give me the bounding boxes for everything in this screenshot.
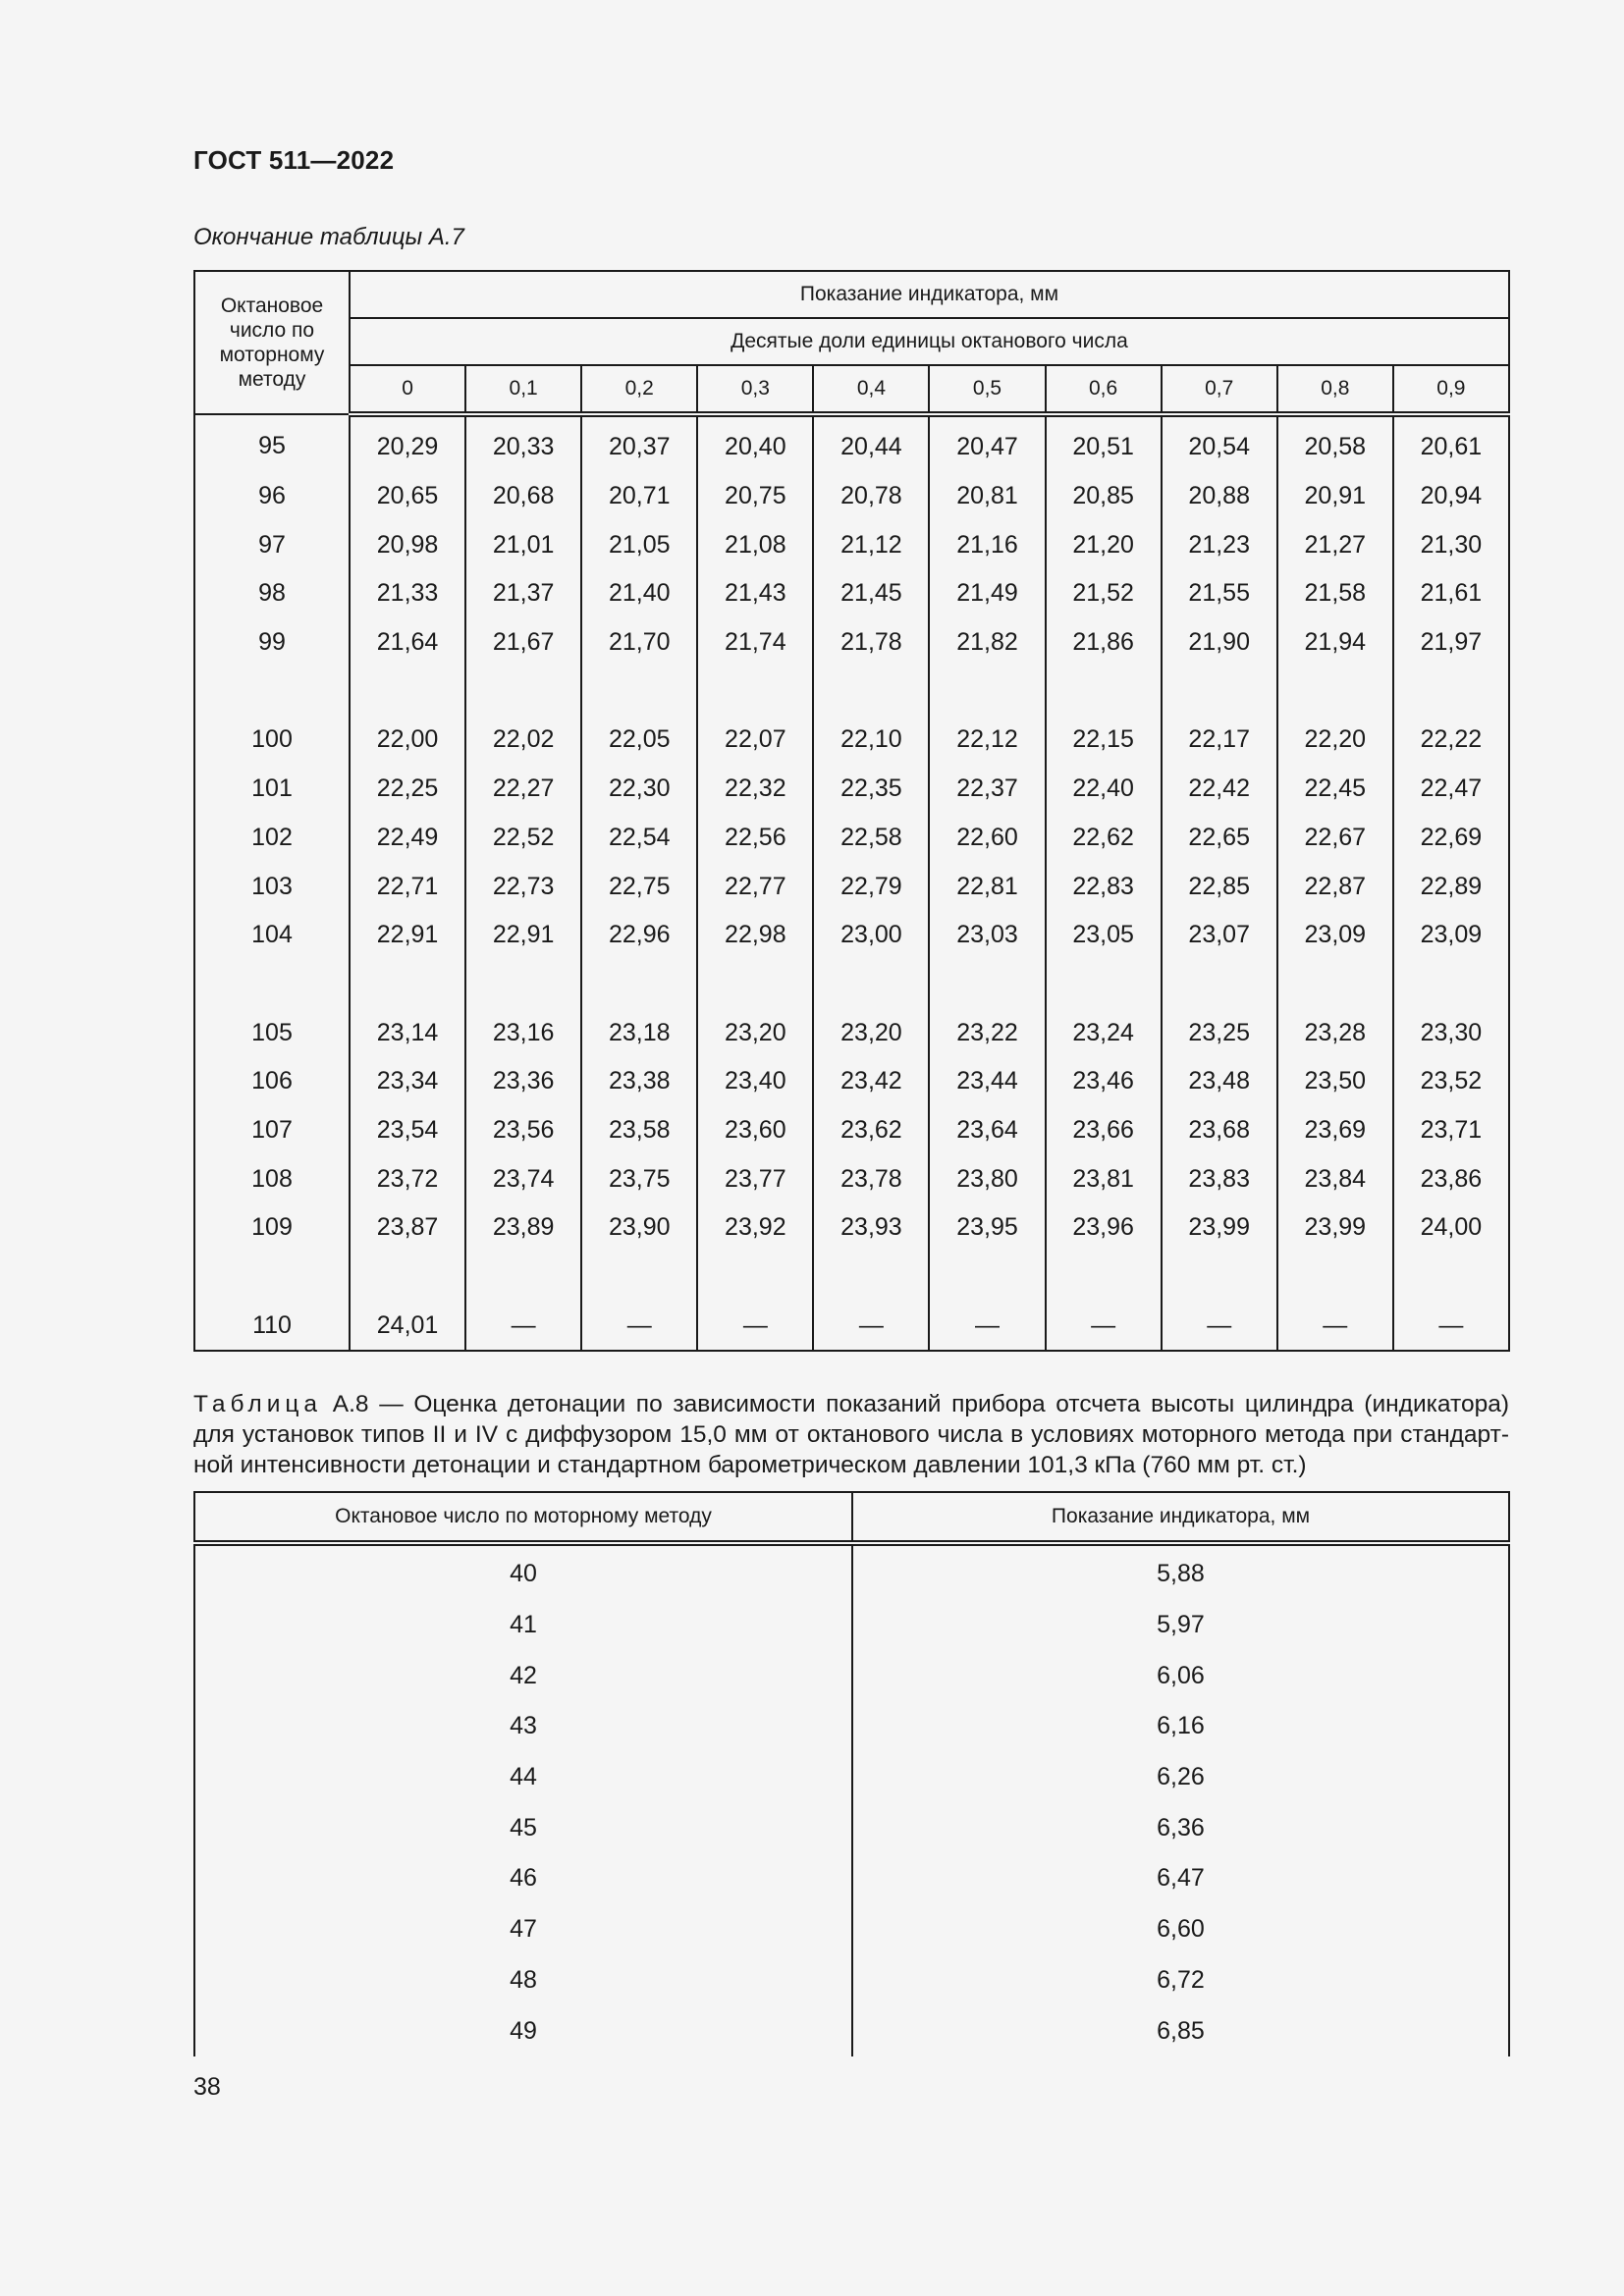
indicator-value-cell: 23,22	[929, 1008, 1045, 1057]
octane-cell: 97	[194, 520, 350, 569]
tenth-column-header: 0,5	[929, 365, 1045, 414]
group-spacer	[194, 960, 1509, 1009]
indicator-value-cell: 21,05	[581, 520, 697, 569]
indicator-value-cell: 20,44	[813, 414, 929, 472]
spacer-cell	[697, 960, 813, 1009]
indicator-value-cell: 20,47	[929, 414, 1045, 472]
indicator-value-cell: 23,84	[1277, 1154, 1393, 1203]
indicator-value-cell: 23,36	[465, 1057, 581, 1106]
indicator-value-cell: 23,28	[1277, 1008, 1393, 1057]
table-row	[194, 1154, 1509, 1203]
indicator-value-cell: 22,56	[697, 814, 813, 863]
spacer-cell	[581, 667, 697, 716]
table-row	[194, 716, 1509, 765]
page-number: 38	[193, 2073, 221, 2101]
indicator-value-cell: 20,51	[1046, 414, 1162, 472]
octane-cell: 47	[194, 1904, 852, 1955]
spacer-cell	[350, 1253, 465, 1302]
indicator-value-cell: —	[929, 1301, 1045, 1351]
indicator-value-cell: 21,20	[1046, 520, 1162, 569]
indicator-value-cell: 23,09	[1277, 911, 1393, 960]
indicator-value-cell: —	[1162, 1301, 1277, 1351]
table-row	[194, 1650, 1509, 1701]
indicator-value-cell: 20,91	[1277, 472, 1393, 521]
table-a7	[193, 270, 1510, 1352]
indicator-value-cell: 20,94	[1393, 472, 1509, 521]
table-row	[194, 1701, 1509, 1752]
spacer-cell	[1162, 667, 1277, 716]
indicator-value-cell: 23,80	[929, 1154, 1045, 1203]
table-a8-caption	[193, 1389, 1509, 1480]
indicator-value-cell: 23,96	[1046, 1203, 1162, 1253]
spacer-cell	[465, 667, 581, 716]
indicator-value-cell: 21,97	[1393, 618, 1509, 667]
indicator-value-cell: 21,45	[813, 569, 929, 618]
table-row	[194, 520, 1509, 569]
spacer-cell	[697, 1253, 813, 1302]
table-row	[194, 1106, 1509, 1155]
indicator-value-cell: 21,90	[1162, 618, 1277, 667]
spacer-cell	[813, 960, 929, 1009]
table-row	[194, 911, 1509, 960]
group-spacer	[194, 667, 1509, 716]
tenth-column-header: 0	[350, 365, 465, 414]
indicator-value-cell: 24,00	[1393, 1203, 1509, 1253]
indicator-value-cell: 21,94	[1277, 618, 1393, 667]
indicator-value-cell: 23,68	[1162, 1106, 1277, 1155]
indicator-value-cell: 23,52	[1393, 1057, 1509, 1106]
table-row	[194, 618, 1509, 667]
spacer-cell	[350, 960, 465, 1009]
indicator-value-cell: 20,29	[350, 414, 465, 472]
table-row	[194, 1600, 1509, 1651]
indicator-value-cell: 20,54	[1162, 414, 1277, 472]
octane-cell: 106	[194, 1057, 350, 1106]
octane-cell: 44	[194, 1752, 852, 1803]
table-row	[194, 1203, 1509, 1253]
indicator-value-cell: 21,61	[1393, 569, 1509, 618]
indicator-value-cell: 23,74	[465, 1154, 581, 1203]
octane-cell: 110	[194, 1301, 350, 1351]
indicator-value-cell: 22,67	[1277, 814, 1393, 863]
indicator-value-cell: 23,20	[697, 1008, 813, 1057]
indicator-value-cell: 22,71	[350, 862, 465, 911]
table-row	[194, 1752, 1509, 1803]
indicator-value-cell: 20,81	[929, 472, 1045, 521]
indicator-value-cell: 21,12	[813, 520, 929, 569]
indicator-value-cell: 22,05	[581, 716, 697, 765]
indicator-value-cell: —	[581, 1301, 697, 1351]
indicator-value-cell: 23,64	[929, 1106, 1045, 1155]
tenth-column-header: 0,9	[1393, 365, 1509, 414]
indicator-value-cell: 20,85	[1046, 472, 1162, 521]
indicator-value-cell: 22,81	[929, 862, 1045, 911]
indicator-value-cell: 23,77	[697, 1154, 813, 1203]
spacer-cell	[1162, 960, 1277, 1009]
spacer-cell	[929, 667, 1045, 716]
indicator-value-cell: 23,07	[1162, 911, 1277, 960]
indicator-value-cell: 23,81	[1046, 1154, 1162, 1203]
spacer-cell	[1277, 1253, 1393, 1302]
indicator-value-cell: 21,23	[1162, 520, 1277, 569]
spacer-cell	[194, 1253, 350, 1302]
indicator-value-cell: 21,37	[465, 569, 581, 618]
octane-cell: 100	[194, 716, 350, 765]
indicator-value-cell: 21,40	[581, 569, 697, 618]
indicator-value-cell: —	[813, 1301, 929, 1351]
indicator-value-cell: 22,30	[581, 765, 697, 814]
indicator-value-cell: 22,75	[581, 862, 697, 911]
indicator-value-cell: 23,16	[465, 1008, 581, 1057]
table-row	[194, 414, 1509, 472]
indicator-value-cell: 22,87	[1277, 862, 1393, 911]
indicator-value-cell: —	[1046, 1301, 1162, 1351]
indicator-value-cell: 22,96	[581, 911, 697, 960]
spacer-cell	[813, 667, 929, 716]
indicator-value-cell: 22,91	[350, 911, 465, 960]
spacer-cell	[194, 667, 350, 716]
indicator-value-cell: 20,78	[813, 472, 929, 521]
indicator-value-cell: 24,01	[350, 1301, 465, 1351]
octane-cell: 48	[194, 1955, 852, 2006]
indicator-value-cell: 22,58	[813, 814, 929, 863]
indicator-value-cell: 6,60	[852, 1904, 1509, 1955]
indicator-value-cell: 20,40	[697, 414, 813, 472]
indicator-value-cell: 20,33	[465, 414, 581, 472]
indicator-value-cell: —	[1393, 1301, 1509, 1351]
tenth-column-header: 0,2	[581, 365, 697, 414]
spacer-cell	[465, 960, 581, 1009]
indicator-value-cell: 23,71	[1393, 1106, 1509, 1155]
indicator-value-cell: 22,10	[813, 716, 929, 765]
indicator-value-cell: 20,88	[1162, 472, 1277, 521]
tenth-column-header: 0,1	[465, 365, 581, 414]
indicator-header: Показание индикатора, мм	[350, 271, 1509, 318]
indicator-value-cell: 23,83	[1162, 1154, 1277, 1203]
indicator-column-header: Показание индикатора, мм	[852, 1492, 1509, 1543]
indicator-value-cell: 5,88	[852, 1543, 1509, 1600]
indicator-value-cell: 22,02	[465, 716, 581, 765]
indicator-value-cell: 22,49	[350, 814, 465, 863]
spacer-cell	[350, 667, 465, 716]
indicator-value-cell: 23,03	[929, 911, 1045, 960]
indicator-value-cell: 23,09	[1393, 911, 1509, 960]
octane-cell: 45	[194, 1802, 852, 1853]
indicator-value-cell: 21,33	[350, 569, 465, 618]
indicator-value-cell: 21,30	[1393, 520, 1509, 569]
indicator-value-cell: 6,72	[852, 1955, 1509, 2006]
indicator-value-cell: 23,50	[1277, 1057, 1393, 1106]
indicator-value-cell: 22,73	[465, 862, 581, 911]
indicator-value-cell: 23,78	[813, 1154, 929, 1203]
table-row	[194, 1057, 1509, 1106]
tenth-column-header: 0,6	[1046, 365, 1162, 414]
indicator-value-cell: 23,75	[581, 1154, 697, 1203]
table-row	[194, 1904, 1509, 1955]
indicator-value-cell: 20,71	[581, 472, 697, 521]
table-row	[194, 814, 1509, 863]
tenth-column-header: 0,3	[697, 365, 813, 414]
indicator-value-cell: 21,64	[350, 618, 465, 667]
indicator-value-cell: 23,72	[350, 1154, 465, 1203]
indicator-value-cell: 23,18	[581, 1008, 697, 1057]
octane-cell: 105	[194, 1008, 350, 1057]
spacer-cell	[1162, 1253, 1277, 1302]
octane-column-header: Октановое число по моторному методу	[194, 1492, 852, 1543]
octane-cell: 40	[194, 1543, 852, 1600]
table-row	[194, 1543, 1509, 1600]
indicator-value-cell: 23,58	[581, 1106, 697, 1155]
indicator-value-cell: 22,20	[1277, 716, 1393, 765]
spacer-cell	[1393, 960, 1509, 1009]
indicator-value-cell: 23,46	[1046, 1057, 1162, 1106]
indicator-value-cell: 22,00	[350, 716, 465, 765]
table-row	[194, 569, 1509, 618]
spacer-cell	[1046, 667, 1162, 716]
spacer-cell	[1046, 960, 1162, 1009]
indicator-value-cell: 20,98	[350, 520, 465, 569]
indicator-value-cell: 20,68	[465, 472, 581, 521]
spacer-cell	[1393, 667, 1509, 716]
table-label: Таблица	[193, 1391, 323, 1417]
spacer-cell	[929, 960, 1045, 1009]
table-a7-caption: Окончание таблицы А.7	[193, 224, 464, 250]
octane-cell: 49	[194, 2005, 852, 2056]
indicator-value-cell: 23,05	[1046, 911, 1162, 960]
tenth-column-header: 0,8	[1277, 365, 1393, 414]
spacer-cell	[1277, 960, 1393, 1009]
octane-cell: 98	[194, 569, 350, 618]
indicator-value-cell: 22,17	[1162, 716, 1277, 765]
indicator-value-cell: 21,58	[1277, 569, 1393, 618]
indicator-value-cell: 23,92	[697, 1203, 813, 1253]
indicator-value-cell: 23,99	[1162, 1203, 1277, 1253]
indicator-value-cell: 22,98	[697, 911, 813, 960]
octane-cell: 96	[194, 472, 350, 521]
indicator-value-cell: 21,55	[1162, 569, 1277, 618]
indicator-value-cell: 23,95	[929, 1203, 1045, 1253]
spacer-cell	[813, 1253, 929, 1302]
table-row	[194, 2005, 1509, 2056]
indicator-value-cell: 22,83	[1046, 862, 1162, 911]
indicator-value-cell: 22,85	[1162, 862, 1277, 911]
tenths-header: Десятые доли единицы октанового числа	[350, 318, 1509, 365]
indicator-value-cell: 20,37	[581, 414, 697, 472]
table-row	[194, 1802, 1509, 1853]
octane-cell: 102	[194, 814, 350, 863]
octane-cell: 42	[194, 1650, 852, 1701]
group-spacer	[194, 1253, 1509, 1302]
indicator-value-cell: 23,40	[697, 1057, 813, 1106]
indicator-value-cell: 6,06	[852, 1650, 1509, 1701]
indicator-value-cell: 22,54	[581, 814, 697, 863]
indicator-value-cell: 22,37	[929, 765, 1045, 814]
indicator-value-cell: 6,47	[852, 1853, 1509, 1904]
table-row	[194, 1853, 1509, 1904]
indicator-value-cell: 23,56	[465, 1106, 581, 1155]
indicator-value-cell: 23,54	[350, 1106, 465, 1155]
spacer-cell	[581, 1253, 697, 1302]
indicator-value-cell: 6,26	[852, 1752, 1509, 1803]
octane-column-header: Октановое число по моторному методу	[194, 271, 350, 414]
octane-cell: 103	[194, 862, 350, 911]
spacer-cell	[1393, 1253, 1509, 1302]
indicator-value-cell: 22,60	[929, 814, 1045, 863]
indicator-value-cell: 22,07	[697, 716, 813, 765]
octane-cell: 95	[194, 414, 350, 472]
indicator-value-cell: 22,40	[1046, 765, 1162, 814]
indicator-value-cell: 22,79	[813, 862, 929, 911]
spacer-cell	[465, 1253, 581, 1302]
indicator-value-cell: 22,12	[929, 716, 1045, 765]
table-a8	[193, 1491, 1510, 2056]
indicator-value-cell: 23,38	[581, 1057, 697, 1106]
indicator-value-cell: 5,97	[852, 1600, 1509, 1651]
indicator-value-cell: 21,27	[1277, 520, 1393, 569]
indicator-value-cell: 21,67	[465, 618, 581, 667]
table-row	[194, 1008, 1509, 1057]
indicator-value-cell: 22,91	[465, 911, 581, 960]
indicator-value-cell: 23,89	[465, 1203, 581, 1253]
indicator-value-cell: 22,35	[813, 765, 929, 814]
indicator-value-cell: —	[465, 1301, 581, 1351]
indicator-value-cell: 23,14	[350, 1008, 465, 1057]
indicator-value-cell: 23,69	[1277, 1106, 1393, 1155]
indicator-value-cell: 22,27	[465, 765, 581, 814]
indicator-value-cell: 20,58	[1277, 414, 1393, 472]
indicator-value-cell: —	[1277, 1301, 1393, 1351]
spacer-cell	[194, 960, 350, 1009]
indicator-value-cell: 23,00	[813, 911, 929, 960]
indicator-value-cell: 22,77	[697, 862, 813, 911]
indicator-value-cell: 21,16	[929, 520, 1045, 569]
indicator-value-cell: 21,08	[697, 520, 813, 569]
octane-cell: 99	[194, 618, 350, 667]
indicator-value-cell: 22,32	[697, 765, 813, 814]
indicator-value-cell: 22,89	[1393, 862, 1509, 911]
indicator-value-cell: 6,16	[852, 1701, 1509, 1752]
indicator-value-cell: 6,36	[852, 1802, 1509, 1853]
indicator-value-cell: 23,20	[813, 1008, 929, 1057]
indicator-value-cell: 23,62	[813, 1106, 929, 1155]
octane-cell: 43	[194, 1701, 852, 1752]
octane-cell: 101	[194, 765, 350, 814]
indicator-value-cell: 23,86	[1393, 1154, 1509, 1203]
indicator-value-cell: 23,87	[350, 1203, 465, 1253]
indicator-value-cell: 23,42	[813, 1057, 929, 1106]
indicator-value-cell: 22,47	[1393, 765, 1509, 814]
indicator-value-cell: 23,66	[1046, 1106, 1162, 1155]
indicator-value-cell: 22,45	[1277, 765, 1393, 814]
table-row	[194, 765, 1509, 814]
indicator-value-cell: 6,85	[852, 2005, 1509, 2056]
indicator-value-cell: 21,78	[813, 618, 929, 667]
table-a8-caption-text: А.8 — Оценка детонации по зависимости показаний прибора отсчета высоты цилиндра (индикатора) для установок типов II и IV с диффузором 15,0 мм от октанового числа в условиях моторного метода при стандартной интенсивности детонации и стандартном барометрическом давлении 101,3 кПа (760 мм рт. ст.)	[193, 1391, 1509, 1478]
tenth-column-header: 0,4	[813, 365, 929, 414]
indicator-value-cell: 22,22	[1393, 716, 1509, 765]
indicator-value-cell: 22,42	[1162, 765, 1277, 814]
indicator-value-cell: 21,01	[465, 520, 581, 569]
indicator-value-cell: 23,90	[581, 1203, 697, 1253]
indicator-value-cell: 21,86	[1046, 618, 1162, 667]
indicator-value-cell: 22,62	[1046, 814, 1162, 863]
indicator-value-cell: 20,75	[697, 472, 813, 521]
table-row	[194, 472, 1509, 521]
octane-cell: 41	[194, 1600, 852, 1651]
indicator-value-cell: 21,74	[697, 618, 813, 667]
indicator-value-cell: 23,93	[813, 1203, 929, 1253]
indicator-value-cell: 23,30	[1393, 1008, 1509, 1057]
tenth-column-header: 0,7	[1162, 365, 1277, 414]
octane-cell: 107	[194, 1106, 350, 1155]
indicator-value-cell: —	[697, 1301, 813, 1351]
indicator-value-cell: 22,25	[350, 765, 465, 814]
octane-cell: 104	[194, 911, 350, 960]
indicator-value-cell: 23,34	[350, 1057, 465, 1106]
indicator-value-cell: 21,43	[697, 569, 813, 618]
indicator-value-cell: 22,52	[465, 814, 581, 863]
document-id: ГОСТ 511—2022	[193, 145, 395, 175]
indicator-value-cell: 23,24	[1046, 1008, 1162, 1057]
table-row	[194, 862, 1509, 911]
spacer-cell	[581, 960, 697, 1009]
indicator-value-cell: 20,61	[1393, 414, 1509, 472]
octane-cell: 108	[194, 1154, 350, 1203]
indicator-value-cell: 23,99	[1277, 1203, 1393, 1253]
spacer-cell	[1046, 1253, 1162, 1302]
spacer-cell	[1277, 667, 1393, 716]
indicator-value-cell: 23,48	[1162, 1057, 1277, 1106]
indicator-value-cell: 22,65	[1162, 814, 1277, 863]
indicator-value-cell: 23,25	[1162, 1008, 1277, 1057]
indicator-value-cell: 20,65	[350, 472, 465, 521]
octane-cell: 46	[194, 1853, 852, 1904]
spacer-cell	[697, 667, 813, 716]
octane-cell: 109	[194, 1203, 350, 1253]
spacer-cell	[929, 1253, 1045, 1302]
indicator-value-cell: 21,49	[929, 569, 1045, 618]
indicator-value-cell: 21,52	[1046, 569, 1162, 618]
table-row	[194, 1301, 1509, 1351]
table-row	[194, 1955, 1509, 2006]
indicator-value-cell: 21,82	[929, 618, 1045, 667]
indicator-value-cell: 21,70	[581, 618, 697, 667]
indicator-value-cell: 22,15	[1046, 716, 1162, 765]
indicator-value-cell: 23,60	[697, 1106, 813, 1155]
indicator-value-cell: 23,44	[929, 1057, 1045, 1106]
indicator-value-cell: 22,69	[1393, 814, 1509, 863]
